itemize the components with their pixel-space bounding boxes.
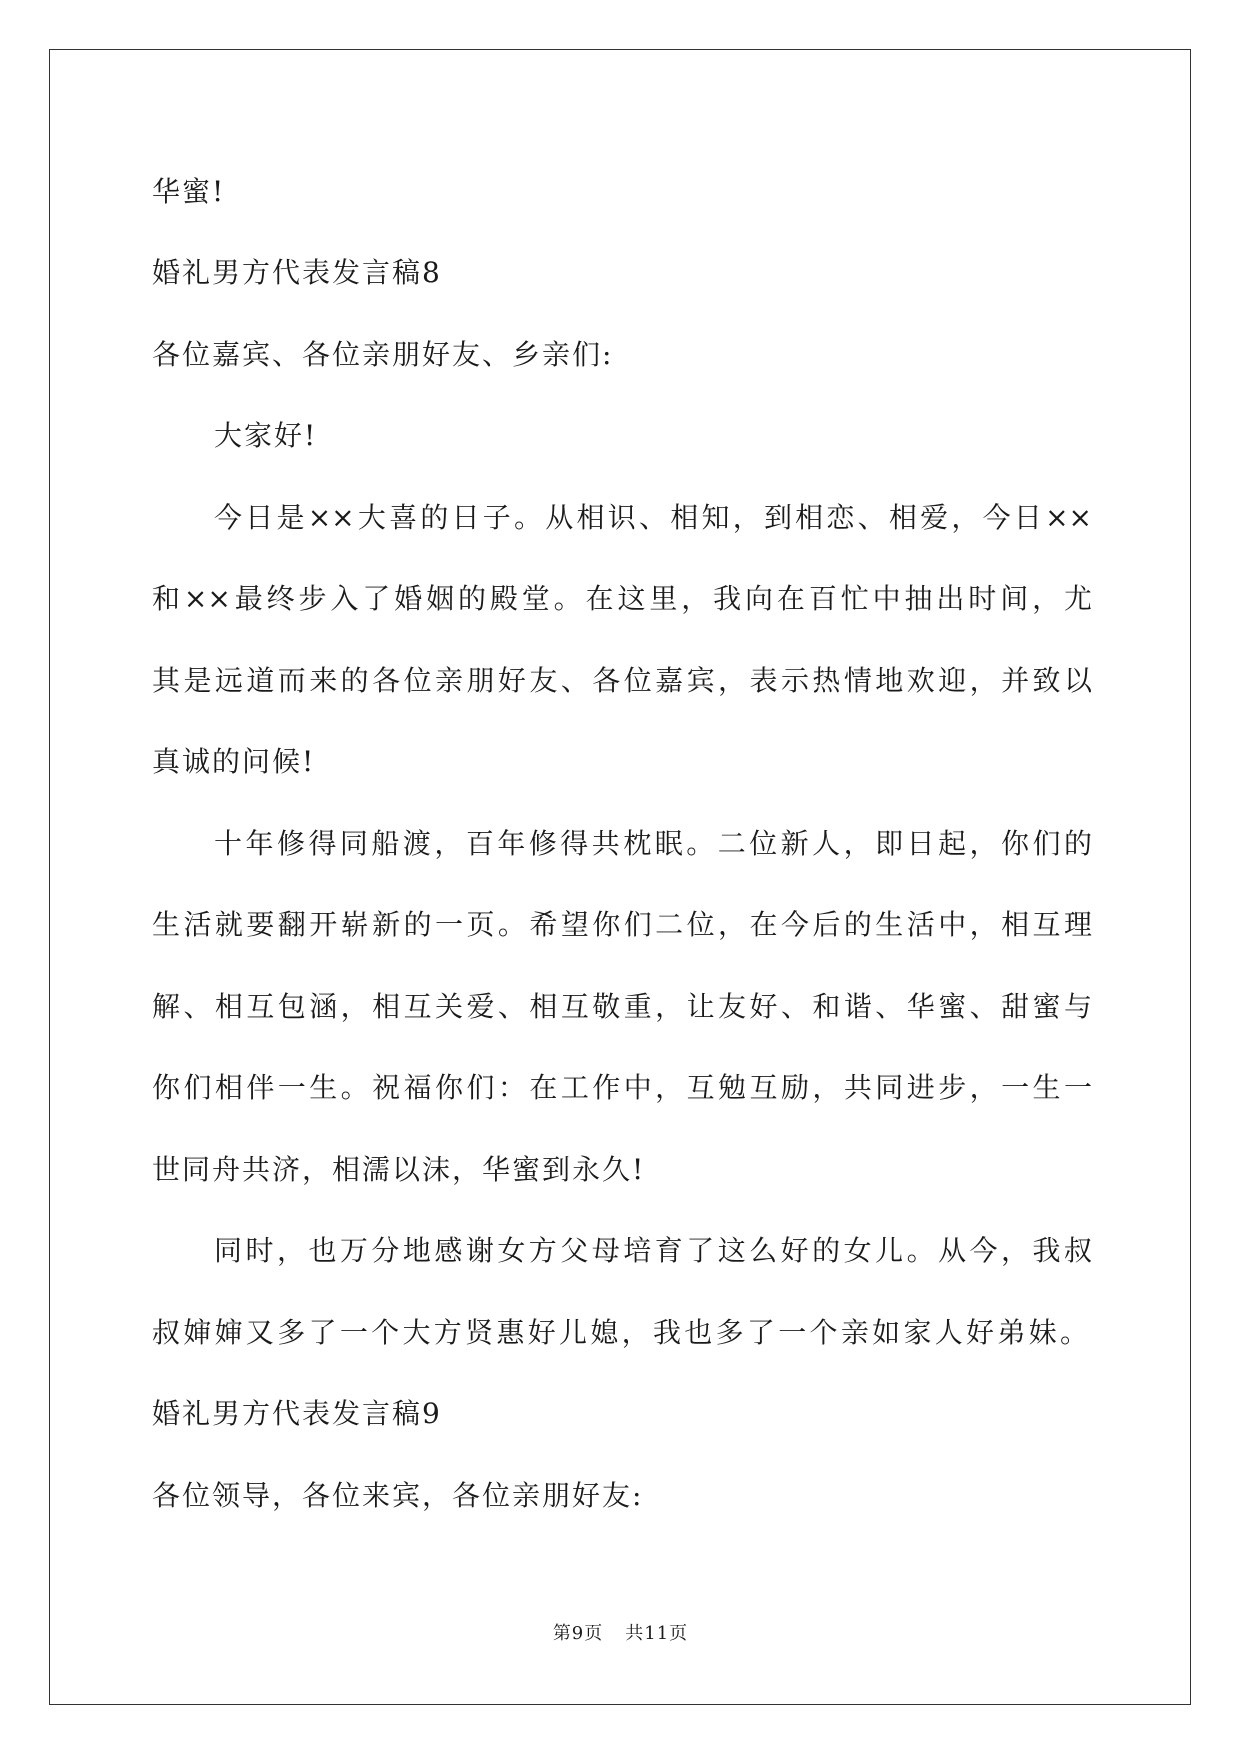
paragraph-line: 解、相互包涵，相互关爱、相互敬重，让友好、和谐、华蜜、甜蜜与 <box>152 990 1092 1023</box>
paragraph-line: 真诚的问候! <box>152 745 316 778</box>
paragraph-line: 世同舟共济，相濡以沫，华蜜到永久! <box>152 1153 646 1186</box>
greeting: 大家好! <box>214 419 318 452</box>
paragraph-line: 你们相伴一生。祝福你们：在工作中，互勉互励，共同进步，一生一 <box>152 1071 1092 1104</box>
page-border <box>49 49 1191 1705</box>
page-footer <box>0 1622 1241 1646</box>
paragraph-line: 同时，也万分地感谢女方父母培育了这么好的女儿。从今，我叔 <box>214 1234 1092 1267</box>
section-heading: 婚礼男方代表发言稿8 <box>152 256 442 289</box>
page-number: 第9页 <box>552 1623 604 1644</box>
paragraph-line: 其是远道而来的各位亲朋好友、各位嘉宾，表示热情地欢迎，并致以 <box>152 664 1092 697</box>
page-total: 共11页 <box>625 1623 689 1644</box>
paragraph-line: 和××最终步入了婚姻的殿堂。在这里，我向在百忙中抽出时间，尤 <box>152 582 1092 615</box>
section-heading: 婚礼男方代表发言稿9 <box>152 1397 442 1430</box>
paragraph-line: 十年修得同船渡，百年修得共枕眠。二位新人，即日起，你们的 <box>214 827 1092 860</box>
paragraph-line: 今日是××大喜的日子。从相识、相知，到相恋、相爱，今日×× <box>214 501 1092 534</box>
salutation: 各位嘉宾、各位亲朋好友、乡亲们: <box>152 338 614 371</box>
paragraph-line: 叔婶婶又多了一个大方贤惠好儿媳，我也多了一个亲如家人好弟妹。 <box>152 1316 1088 1349</box>
paragraph-line: 华蜜! <box>152 175 226 208</box>
paragraph-line: 生活就要翻开崭新的一页。希望你们二位，在今后的生活中，相互理 <box>152 908 1092 941</box>
salutation: 各位领导，各位来宾，各位亲朋好友: <box>152 1479 644 1512</box>
